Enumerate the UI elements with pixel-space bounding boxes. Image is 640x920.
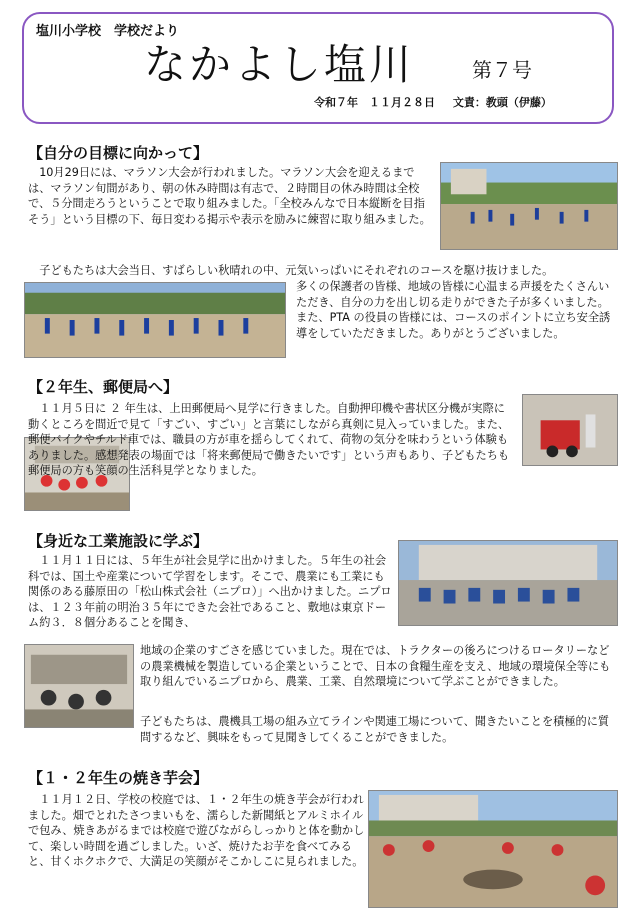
factory-tour-photo [24, 644, 134, 728]
meta-line [314, 94, 566, 110]
section-heading: 【１・２年生の焼き芋会】 [28, 769, 209, 787]
section-heading: 【２年生、郵便局へ】 [28, 378, 179, 396]
section-paragraph: 子どもたちは大会当日、すばらしい秋晴れの中、元気いっぱいにそれぞれのコースを駆け抜けました。 [28, 264, 554, 277]
newsletter-header [22, 12, 614, 124]
post-office-vehicle-photo [522, 394, 618, 466]
section-paragraph: 10月29日には、マラソン大会が行われました。マラソン大会を迎えるまでは、マラソン旬間があり、朝の休み時間は有志で、２時間目の休み時間は全校で、５分間走ろうということで取り組みました。「全校みんなで日本縦断を目指そう」という目標の下、毎日変わる掲示や表示を励みに練習に取り組みました。 [28, 166, 431, 226]
section-paragraph: 地域の企業のすごさを感じていました。現在では、トラクターの後ろにつけるロータリーなどの農業機械を製造している企業ということで、日本の食糧生産を支え、地域の環境保全等にも取り組んでいるニプロから、農業、工業、自然環境について学ぶことができました。 [140, 644, 611, 689]
author: 文責：教頭（伊藤） [452, 96, 552, 109]
issue-number: 第７号 [472, 58, 532, 82]
section-paragraph: １１月１２日、学校の校庭では、１・２年生の焼き芋会が行われました。畑でとれたさつまいもを、濡らした新聞紙とアルミホイルで包み、焼きあがるまでは校庭で遊びながらしっかりと体を動かして、楽しい時間を過ごしました。いざ、焼けたお芋を食べてみると、甘くホクホクで、大満足の笑顔がそこかしこに見られました。 [28, 793, 365, 869]
marathon-start-photo [24, 282, 286, 358]
section-paragraph: １１月５日に ２ 年生は、上田郵便局へ見学に行きました。自動押印機や書状区分機が実際に動くところを間近で見て「すごい、すごい」と言葉にしながら真剣に見入っていました。また、郵便バイクやチルド車では、職員の方が車を揺らしてくれて、荷物の気分を味わうという体験もありました。感想発表の場面では「将来郵便局で働きたいです」という声もあり、子どもたちも郵便局の方も笑顔の生活科見学となりました。 [28, 402, 510, 478]
sweet-potato-party-photo [368, 790, 618, 908]
section-paragraph: 子どもたちは、農機具工場の組み立てラインや関連工場について、聞きたいことを積極的に質問するなど、興味をもって見聞きしてくることができました。 [140, 715, 610, 744]
school-name: 塩川小学校 学校だより [36, 24, 180, 39]
factory-visit-photo [398, 540, 618, 626]
newsletter-title: なかよし塩川 [144, 40, 415, 89]
section-paragraph: １１月１１日には、５年生が社会見学に出かけました。５年生の社会科では、国土や産業について学習をします。そこで、農業にも工業にも関係のある藤原田の「松山株式会社（ニプロ）」へ出かけました。ニプロは、１２３年前の明治３５年にできた会社であること、敷地は東京ドーム約３．８個分あることを聞き、 [28, 554, 392, 630]
issue-date: 令和７年 １１月２８日 [314, 96, 435, 109]
marathon-photo [440, 162, 618, 250]
section-paragraph: 多くの保護者の皆様、地域の皆様に心温まる声援をたくさんいただき、自分の力を出し切る走りができた子が多くいました。また、PTA の役員の皆様には、コースのポイントに立ち安全誘導をしていただきました。ありがとうございました。 [296, 280, 611, 340]
section-heading: 【自分の目標に向かって】 [28, 144, 209, 162]
section-heading: 【身近な工業施設に学ぶ】 [28, 532, 209, 550]
